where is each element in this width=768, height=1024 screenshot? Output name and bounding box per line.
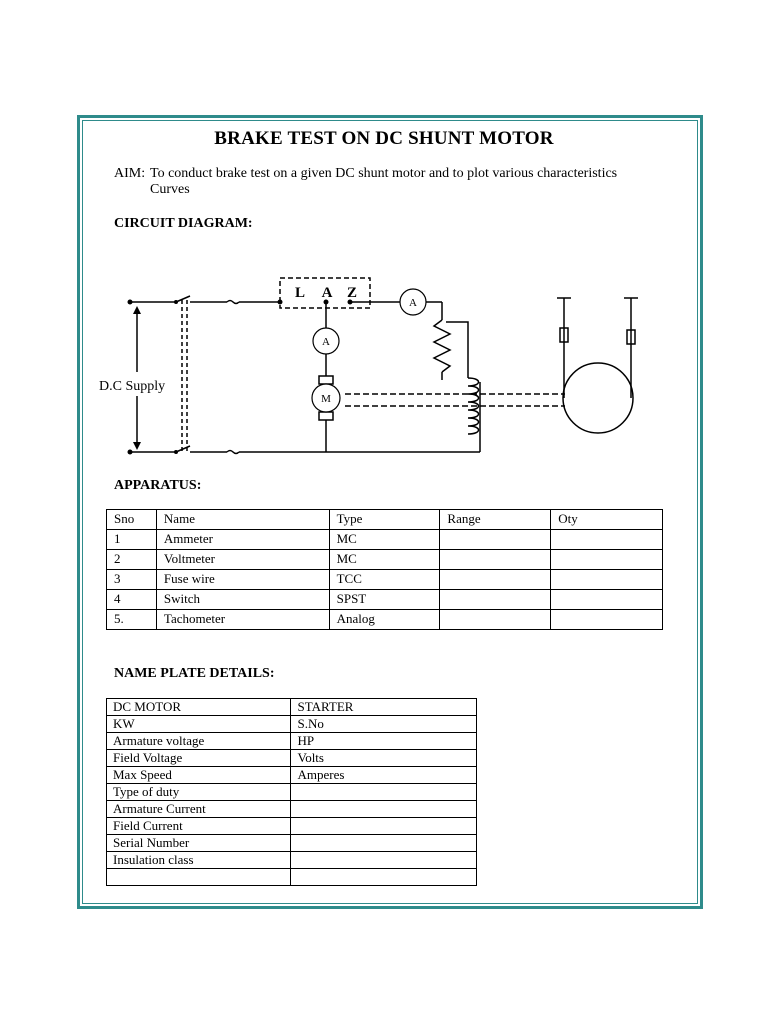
- motor-symbol: M: [321, 393, 331, 405]
- name-plate-heading: NAME PLATE DETAILS:: [114, 666, 275, 681]
- terminal-a: A: [321, 285, 333, 301]
- table-cell: [440, 530, 551, 550]
- ammeter-1-symbol: A: [409, 297, 417, 309]
- table-cell: [440, 550, 551, 570]
- table-cell: Field Current: [107, 818, 291, 835]
- fuse-top: [227, 301, 239, 304]
- brake-drum: [563, 363, 633, 433]
- name-plate-table: [106, 698, 477, 886]
- aim-line-2: Curves: [150, 182, 190, 197]
- table-cell: MC: [329, 530, 440, 550]
- table-cell: Max Speed: [107, 767, 291, 784]
- aim-label: AIM:: [114, 166, 146, 181]
- header-cell: Sno: [107, 510, 157, 530]
- table-cell: [440, 590, 551, 610]
- table-cell: [551, 570, 663, 590]
- table-row: [107, 835, 477, 852]
- table-cell: [291, 852, 477, 869]
- table-cell: 3: [107, 570, 157, 590]
- table-cell: Insulation class: [107, 852, 291, 869]
- circuit-diagram: [90, 270, 650, 470]
- table-cell: KW: [107, 716, 291, 733]
- table-cell: Voltmeter: [156, 550, 329, 570]
- aim-line-1: To conduct brake test on a given DC shunt motor and to plot various characteristics: [150, 166, 618, 181]
- terminal-l: L: [294, 285, 306, 301]
- table-cell: [551, 530, 663, 550]
- table-row: [107, 570, 663, 590]
- ammeter-2-symbol: A: [322, 336, 330, 348]
- table-row: [107, 716, 477, 733]
- table-cell: STARTER: [291, 699, 477, 716]
- table-cell: SPST: [329, 590, 440, 610]
- circuit-diagram-heading: CIRCUIT DIAGRAM:: [114, 216, 253, 231]
- table-cell: Serial Number: [107, 835, 291, 852]
- field-rheostat: [434, 320, 450, 372]
- table-cell: DC MOTOR: [107, 699, 291, 716]
- table-row: [107, 767, 477, 784]
- table-cell: [291, 801, 477, 818]
- table-cell: [551, 590, 663, 610]
- table-cell: Tachometer: [156, 610, 329, 630]
- table-cell: HP: [291, 733, 477, 750]
- table-cell: 4: [107, 590, 157, 610]
- table-row: [107, 784, 477, 801]
- table-row: [107, 530, 663, 550]
- table-row: [107, 733, 477, 750]
- table-row: [107, 869, 477, 886]
- table-cell: 2: [107, 550, 157, 570]
- table-cell: 1: [107, 530, 157, 550]
- table-row: [107, 699, 477, 716]
- table-cell: [291, 869, 477, 886]
- apparatus-table: [106, 509, 663, 630]
- table-cell: [107, 869, 291, 886]
- armature-brush-top: [319, 376, 333, 384]
- table-cell: Armature voltage: [107, 733, 291, 750]
- table-cell: Type of duty: [107, 784, 291, 801]
- header-cell: Type: [329, 510, 440, 530]
- table-cell: 5.: [107, 610, 157, 630]
- fuse-bottom: [227, 451, 239, 454]
- header-cell: Range: [440, 510, 551, 530]
- aim-text: [150, 166, 670, 198]
- dc-supply-label: D.C Supply: [99, 379, 166, 394]
- table-cell: Analog: [329, 610, 440, 630]
- table-cell: TCC: [329, 570, 440, 590]
- table-cell: [551, 610, 663, 630]
- table-row: [107, 818, 477, 835]
- table-cell: S.No: [291, 716, 477, 733]
- table-cell: Fuse wire: [156, 570, 329, 590]
- table-cell: Armature Current: [107, 801, 291, 818]
- table-cell: [291, 784, 477, 801]
- table-cell: Ammeter: [156, 530, 329, 550]
- terminal-z: Z: [346, 285, 358, 301]
- armature-brush-bottom: [319, 412, 333, 420]
- table-cell: [291, 835, 477, 852]
- table-cell: [440, 570, 551, 590]
- table-cell: Switch: [156, 590, 329, 610]
- table-cell: [551, 550, 663, 570]
- table-header-row: [107, 510, 663, 530]
- apparatus-heading: APPARATUS:: [114, 478, 202, 493]
- table-cell: Volts: [291, 750, 477, 767]
- table-cell: [291, 818, 477, 835]
- table-row: [107, 550, 663, 570]
- table-row: [107, 801, 477, 818]
- header-cell: Oty: [551, 510, 663, 530]
- table-row: [107, 590, 663, 610]
- page-title: BRAKE TEST ON DC SHUNT MOTOR: [214, 128, 554, 149]
- table-cell: Amperes: [291, 767, 477, 784]
- table-cell: [440, 610, 551, 630]
- header-cell: Name: [156, 510, 329, 530]
- table-row: [107, 610, 663, 630]
- table-row: [107, 852, 477, 869]
- table-row: [107, 750, 477, 767]
- table-cell: MC: [329, 550, 440, 570]
- table-cell: Field Voltage: [107, 750, 291, 767]
